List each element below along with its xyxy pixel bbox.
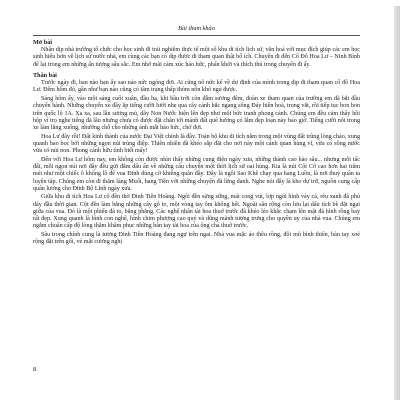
body-heading: Thân bài — [33, 71, 57, 79]
body-paragraph-3: Hoa Lư đây rồi! Đất kinh thành của nước Đại Việt chính là đây. Toàn bộ khu di tích nằm trong một vùng đất trũng lòng chảo, xung quanh bao bọc bởi những ngọn núi trùng điệp. Thiên nhiên đã khéo sắp đặt cho nơi này một cảnh quan hùng vĩ, vừa có sông nước vừa có núi non. Phong cảnh hữu tình biết mấy! — [33, 133, 360, 155]
body-paragraph-5: Giữa khu di tích Hoa Lư cổ đền thờ Đinh Tiên Hoàng. Ngôi đền sừng sững, mái cong vút, lợp ngói hình vảy cá, rêu xanh đã phủ dày đầu thời gian. Cột đền làm bằng những cây gỗ to, một vòng tay ôm không hết. Ngoài sân rộng còn lưu lại dấu tích bề đặt ngai giữa của vua. Đó là một phiến đá to, bằng phẳng. Các nghệ nhân tài hoa thuở trước đã khéo léo khắc chạm lên mặt đá hình rồng bay rất đẹp. Xung quanh là hình con nghê, hình chim phượng cao quý và dũng mãnh tượng trưng cho quyền uy của nhà vua. Chúng em ngắm chuẩn cấp độ lòng thăm khâm phục những bàn tay tài hoa của ông cha thuở trước. — [33, 194, 360, 230]
body-paragraph-1: Trước ngày đi, ban nào bạn ấy sao náo nức ngóng đợi. Ai cũng nô nức kể về dự định của mình trong dịp đi tham quan cố đô Hoa Lư. Đêm hôm đó, gần như bạn nào cũng có tâm trạng thấp thỏm nôn khó ngủ được. — [33, 80, 360, 94]
running-header: Bài tham khảo — [178, 25, 215, 32]
intro-paragraph: Nhân dịp nhà trường tổ chức cho học sinh đi trải nghiệm thực tế một số khu di tích lịch sử, văn hoá với mục đích giúp các em học sinh hiểu hơn về lịch sử nước nhà, em cùng các bạn có dịp được đi tham quan thật bổ ích. Chuyến đi đến Cố Đô Hoa Lư – Ninh Bình để lại trong em những ấn tượng sâu sắc. Em nhớ mãi cảm xúc háo hức, phấn khởi và thích thú trong chuyến đi ấy. — [33, 47, 360, 68]
page-edge-shadow — [394, 6, 400, 400]
body-paragraph-6: Sâu trong chính cung là tượng Đinh Tiên Hoàng đang ngự trên ngai. Nhà vua mặc áo thêu rồng, đội mũ bình thiên, bàn tay xoè rộng đặt trên gối, vẻ mặt cương nghị — [33, 232, 360, 246]
body-paragraph-2: Sáng hôm ấy, vào một sáng cuối xuân, đầu hạ, khi bầu trời còn đẫm sương đêm, đoàn xe tham quan của trường em đã bắt đầu chuyến hành. Những chuyến xe đầy ắp tiếng cười lướt nhẹ qua cây cảnh bắc ngang sống Đáy hiền hoà, trong vắt, rồi tiếp tục bon bon trên quốc lộ 1A. Xa xa, sau lần sương mù, dãy Non Nước hiện lên đẹp như một bức tranh phong cảnh. Chúng em đều cảm thấy hồi hộp vì trọ nghe tiếng đã lâu nhưng chưa có được đặt chân tới mảnh đất quê hương có lắm đẹp loạn này bao giờ. Tiếng cười nói trong xe làm lắng xuống, nhường chỗ cho những ánh mắt háo hức, chờ đợi. — [33, 96, 360, 132]
intro-heading: Mở bài — [33, 39, 53, 46]
page-number: 8 — [33, 366, 37, 373]
body-paragraph-4: Đến với Hoa Lư hôm nay, em không còn được nhìn thấy những cung điện ngày xưa, những thành cao hào sâu... nhưng mỗi tấc đất, mỗi ngọn núi nơi đây đều gửi đắm dấu ấn về những câu chuyện một thời lịch sử oai hùng. Kia là núi Cột Cờ cao hơn hai trăm mét như một chiếc ô khổng lồ để vua Đinh dùng cờ khiêng quân đầy. Đây là ngôi Sao Khê chạy qua hang Luồn, là nơi thuỷ quân ta luyện tập. Chúng em còn đi thăm làng Muối, hang Tiền với những chuyện đã lừng danh. Nghe nói đây là kho dự trữ, nguồn cung cấp quân lương cho Đinh Bộ Lĩnh ngày xưa. — [33, 156, 360, 192]
page-content — [33, 36, 360, 248]
